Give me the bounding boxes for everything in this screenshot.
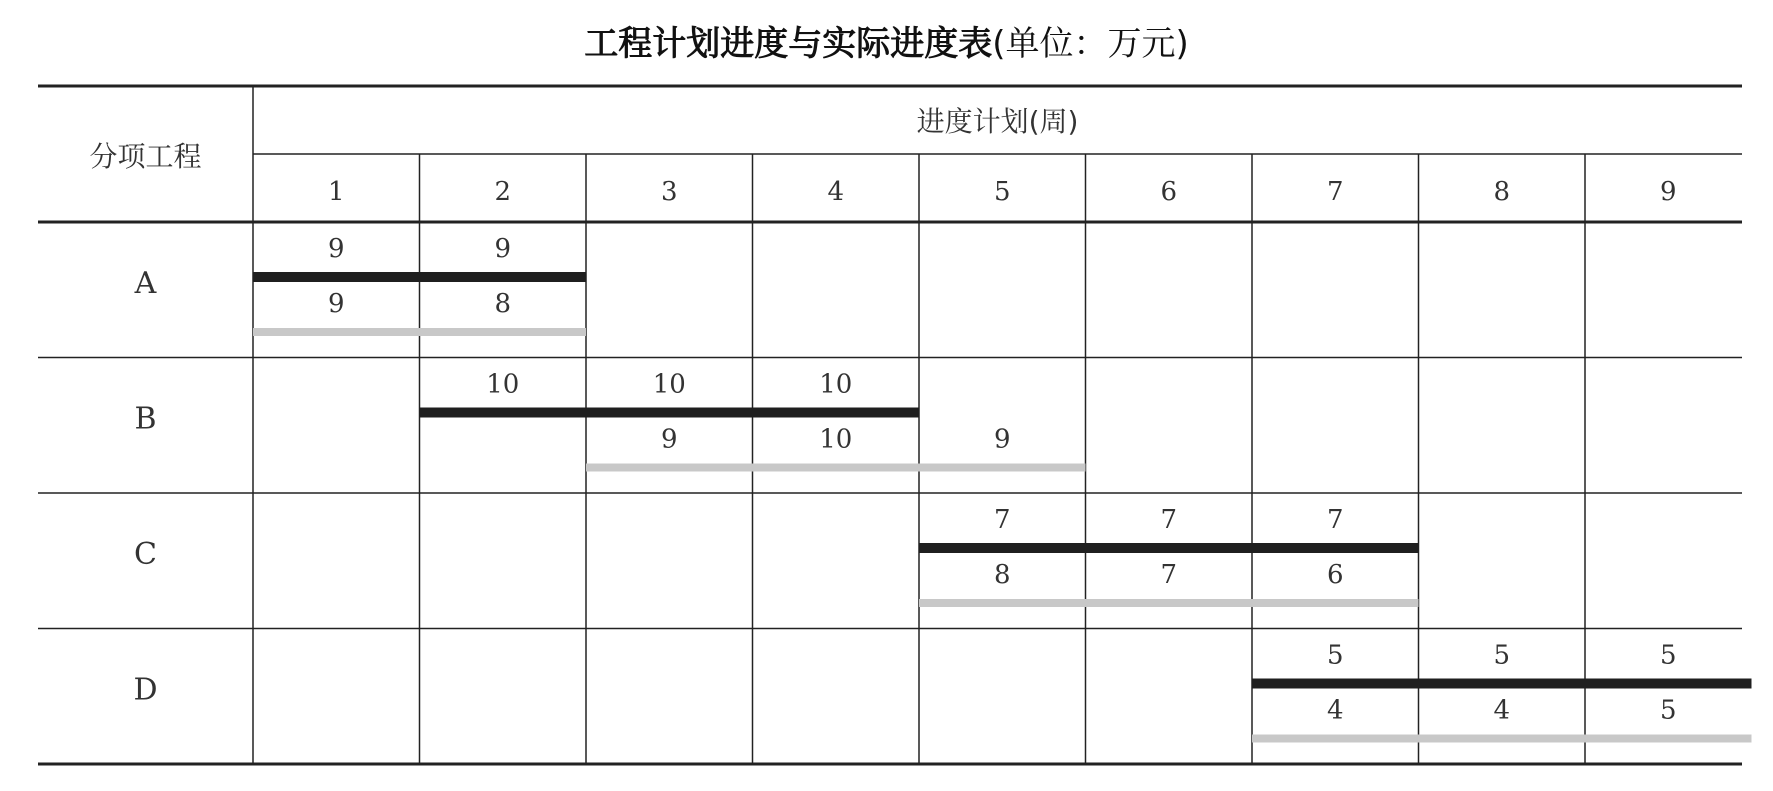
actual-progress-bar: [919, 599, 1419, 607]
actual-value-week-5: 8: [993, 560, 1011, 590]
actual-progress-bar: [1252, 735, 1752, 743]
actual-value-week-9: 5: [1659, 695, 1677, 726]
plan-value-week-7: 7: [1326, 505, 1344, 535]
plan-value-week-2: 9: [494, 234, 512, 264]
week-number-4: 4: [827, 177, 845, 207]
actual-value-week-6: 7: [1160, 560, 1178, 590]
subproject-row-B: [134, 370, 1085, 472]
actual-value-week-7: 6: [1326, 560, 1344, 590]
actual-value-week-3: 9: [660, 424, 678, 455]
week-number-5: 5: [993, 177, 1011, 207]
week-number-9: 9: [1659, 177, 1677, 207]
plan-progress-bar: [1252, 679, 1752, 689]
column-header-schedule: 进度计划(周): [916, 105, 1079, 138]
plan-progress-bar: [420, 408, 920, 418]
plan-value-week-8: 5: [1493, 640, 1511, 671]
week-number-8: 8: [1493, 177, 1511, 207]
title-main: 工程计划进度与实际进度表: [584, 24, 993, 64]
actual-value-week-5: 9: [993, 424, 1011, 455]
plan-value-week-1: 9: [327, 234, 345, 264]
actual-progress-bar: [253, 328, 586, 336]
subproject-label: C: [134, 537, 157, 572]
week-header-row: [328, 177, 1677, 207]
week-number-3: 3: [660, 177, 678, 207]
plan-value-week-4: 10: [819, 369, 853, 400]
actual-value-week-8: 4: [1493, 695, 1511, 726]
plan-value-week-2: 10: [486, 369, 520, 400]
plan-progress-bar: [253, 272, 586, 282]
plan-progress-bar: [919, 543, 1419, 553]
plan-value-week-9: 5: [1659, 640, 1677, 671]
table-body: [133, 234, 1751, 743]
subproject-row-A: [134, 234, 586, 336]
actual-value-week-2: 8: [494, 289, 512, 319]
actual-value-week-1: 9: [327, 289, 345, 319]
week-number-7: 7: [1326, 177, 1344, 207]
week-number-1: 1: [327, 177, 345, 207]
actual-progress-bar: [586, 464, 1086, 472]
subproject-label: B: [134, 401, 157, 437]
actual-value-week-7: 4: [1326, 695, 1344, 726]
plan-value-week-6: 7: [1160, 505, 1178, 535]
title-unit: (单位：万元): [992, 24, 1189, 64]
column-header-subproject: 分项工程: [89, 140, 202, 173]
week-number-6: 6: [1160, 177, 1178, 207]
subproject-label: D: [133, 672, 158, 708]
plan-value-week-7: 5: [1326, 640, 1344, 671]
actual-value-week-4: 10: [819, 424, 853, 455]
table-grid: [38, 86, 1742, 764]
subproject-row-C: [134, 505, 1418, 607]
week-number-2: 2: [494, 177, 512, 207]
plan-value-week-5: 7: [993, 505, 1011, 535]
plan-value-week-3: 10: [652, 369, 686, 400]
subproject-row-D: [133, 641, 1751, 743]
subproject-label: A: [134, 266, 157, 301]
